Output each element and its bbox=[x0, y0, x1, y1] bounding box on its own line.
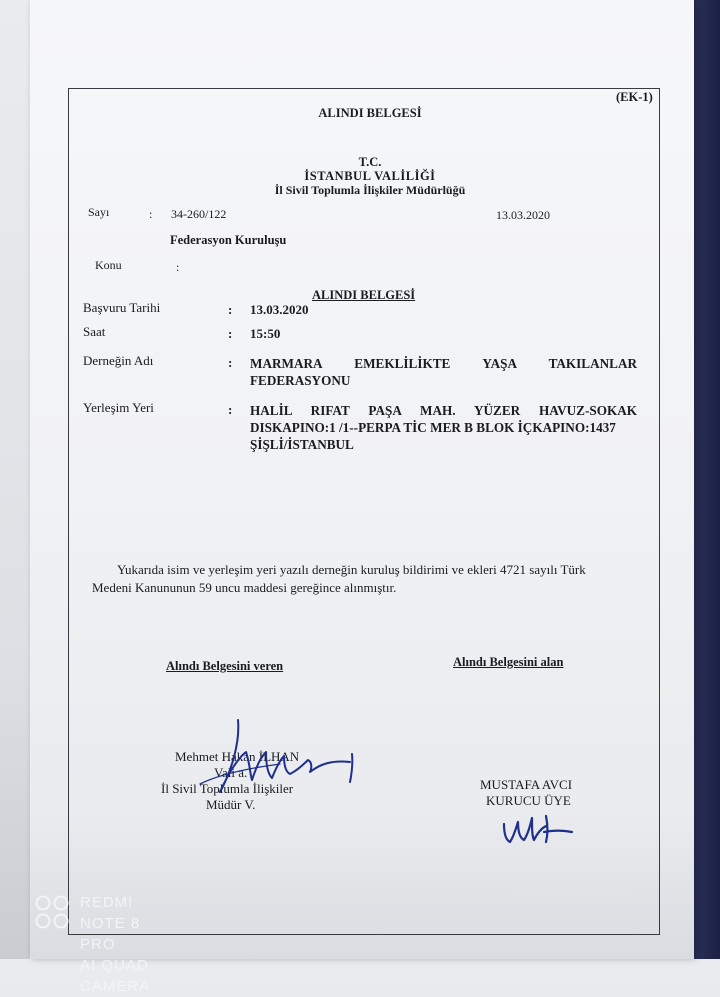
giver-name: Mehmet Hakan İLHAN bbox=[175, 749, 300, 764]
dernek-value bbox=[250, 355, 637, 389]
ek-label: (EK-1) bbox=[616, 90, 653, 104]
dernek-value-line2: FEDERASYONU bbox=[250, 373, 351, 388]
basvuru-colon: : bbox=[228, 302, 233, 317]
header-valilik: İSTANBUL VALİLİĞİ bbox=[304, 169, 436, 183]
section-title: ALINDI BELGESİ bbox=[312, 288, 416, 302]
subject-text: Federasyon Kuruluşu bbox=[170, 233, 287, 247]
camera-lens-icon bbox=[34, 894, 70, 930]
konu-colon: : bbox=[176, 260, 180, 274]
watermark-line2: AI QUAD CAMERA bbox=[80, 957, 151, 995]
konu-label: Konu bbox=[95, 258, 122, 272]
document-frame bbox=[68, 88, 660, 935]
receiver-title: Alındı Belgesini alan bbox=[453, 655, 564, 669]
receiver-name: MUSTAFA AVCI bbox=[480, 777, 573, 792]
yerlesim-value-line2: DISKAPINO:1 /1--PERPA TİC MER B BLOK İÇKAPINO:1437 bbox=[250, 420, 616, 435]
sayi-date: 13.03.2020 bbox=[496, 208, 550, 222]
saat-label: Saat bbox=[83, 324, 106, 339]
basvuru-value: 13.03.2020 bbox=[250, 302, 309, 317]
receiver-role: KURUCU ÜYE bbox=[486, 793, 571, 808]
yerlesim-value-line3: ŞİŞLİ/İSTANBUL bbox=[250, 437, 354, 452]
body-line2: Medeni Kanununun 59 uncu maddesi gereğince alınmıştır. bbox=[92, 580, 397, 595]
body-paragraph bbox=[92, 561, 628, 597]
header-tc: T.C. bbox=[358, 155, 382, 169]
body-line1: Yukarıda isim ve yerleşim yeri yazılı derneğin kuruluş bildirimi ve ekleri 4721 sayılı Türk bbox=[117, 562, 586, 577]
top-title: ALINDI BELGESİ bbox=[318, 106, 422, 120]
yerlesim-colon: : bbox=[228, 402, 233, 417]
giver-role3: Müdür V. bbox=[206, 797, 256, 812]
header-mudurluk: İl Sivil Toplumla İlişkiler Müdürlüğü bbox=[274, 183, 466, 197]
dernek-colon: : bbox=[228, 355, 233, 370]
dernek-value-line1: MARMARA EMEKLİLİKTE YAŞA TAKILANLAR bbox=[250, 356, 637, 371]
basvuru-label: Başvuru Tarihi bbox=[83, 300, 161, 315]
watermark-line1: REDMI NOTE 8 PRO bbox=[80, 894, 141, 953]
sayi-colon: : bbox=[149, 207, 153, 221]
yerlesim-value-line1: HALİL RIFAT PAŞA MAH. YÜZER HAVUZ-SOKAK bbox=[250, 403, 637, 418]
background-edge bbox=[694, 0, 720, 959]
giver-role1: Vali a. bbox=[214, 765, 248, 780]
saat-colon: : bbox=[228, 326, 233, 341]
giver-title: Alındı Belgesini veren bbox=[166, 659, 284, 673]
yerlesim-value bbox=[250, 402, 637, 453]
giver-role2: İl Sivil Toplumla İlişkiler bbox=[161, 781, 294, 796]
sayi-label: Sayı bbox=[88, 205, 110, 219]
giver-signature bbox=[180, 712, 360, 812]
saat-value: 15:50 bbox=[250, 326, 281, 341]
receiver-signature bbox=[498, 810, 578, 850]
sayi-value: 34-260/122 bbox=[171, 207, 227, 221]
dernek-label: Derneğin Adı bbox=[83, 353, 154, 368]
yerlesim-label: Yerleşim Yeri bbox=[83, 400, 154, 415]
watermark-text bbox=[80, 892, 150, 997]
